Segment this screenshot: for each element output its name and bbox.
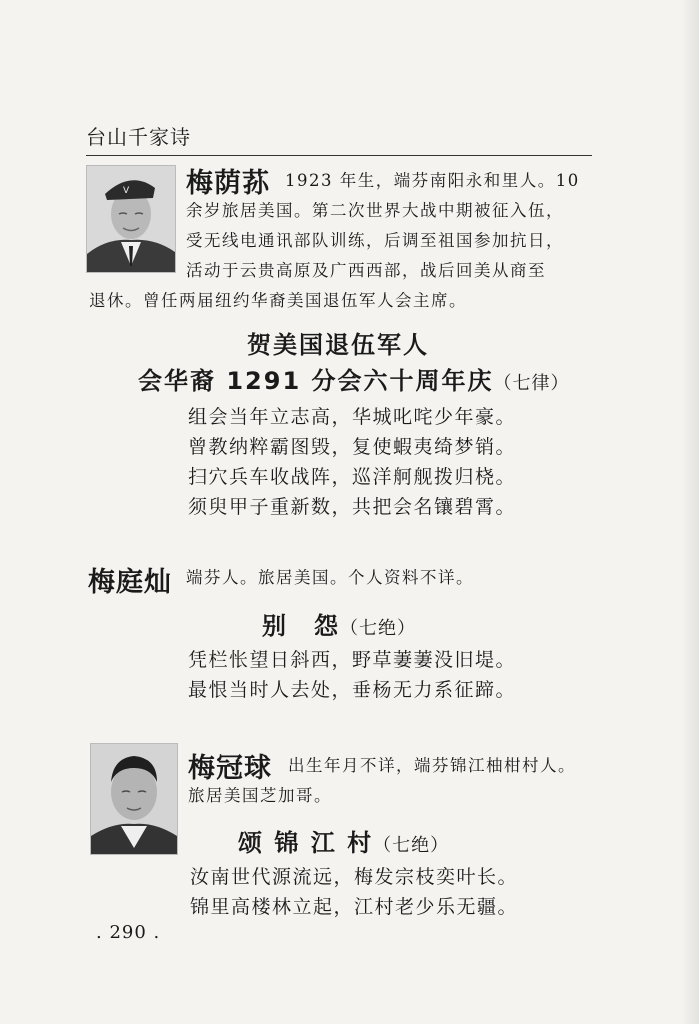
bio-line: 受无线电通讯部队训练，后调至祖国参加抗日， bbox=[186, 231, 564, 250]
poem-line: 须臾甲子重新数，共把会名镶碧霄。 bbox=[188, 496, 517, 518]
poem-title-line bbox=[262, 606, 416, 641]
poem-form: （七绝） bbox=[373, 835, 450, 856]
poem-title-line bbox=[138, 361, 570, 396]
poem-form: （七绝） bbox=[340, 618, 416, 639]
poem-title-text: 颂 锦 江 村 bbox=[238, 829, 374, 857]
page-gutter-shadow bbox=[681, 0, 699, 1024]
bio-line: 退休。曾任两届纽约华裔美国退伍军人会主席。 bbox=[89, 291, 467, 310]
poem-line: 扫穴兵车收战阵，巡洋舸舰拨归桡。 bbox=[188, 466, 517, 488]
poem-form: （七律） bbox=[493, 373, 570, 394]
portrait-photo-mei-yinsun bbox=[86, 165, 176, 273]
poem-title-text: 别 怨 bbox=[262, 612, 340, 640]
person-name: 梅庭灿 bbox=[88, 567, 172, 598]
bio-line: 旅居美国芝加哥。 bbox=[188, 786, 332, 805]
person-name: 梅荫荪 bbox=[186, 168, 270, 199]
veteran-portrait-icon bbox=[87, 166, 175, 272]
poem-title-text: 会华裔 1291 分会六十周年庆 bbox=[138, 367, 494, 395]
page-number: . 290 . bbox=[96, 922, 161, 943]
bio-line: 1923 年生，端芬南阳永和里人。10 bbox=[285, 171, 580, 190]
bio-line: 端芬人。旅居美国。个人资料不详。 bbox=[186, 568, 474, 587]
poem-line: 汝南世代源流远，梅发宗枝奕叶长。 bbox=[190, 866, 519, 888]
bio-line: 余岁旅居美国。第二次世界大战中期被征入伍， bbox=[186, 201, 564, 220]
poem-line: 凭栏怅望日斜西，野草萋萋没旧堤。 bbox=[188, 649, 517, 671]
poem-line: 最恨当时人去处，垂杨无力系征蹄。 bbox=[188, 679, 517, 701]
poem-title-line: 贺美国退伍军人 bbox=[247, 331, 429, 359]
person-name: 梅冠球 bbox=[188, 753, 272, 784]
portrait-photo-mei-guanqiu bbox=[90, 743, 178, 855]
poem-line: 锦里高楼林立起，江村老少乐无疆。 bbox=[190, 896, 519, 918]
bio-line: 活动于云贵高原及广西西部，战后回美从商至 bbox=[186, 261, 546, 280]
poem-title-line bbox=[238, 823, 449, 858]
bio-line: 出生年月不详，端芬锦江柚柑村人。 bbox=[288, 756, 576, 775]
running-header: 台山千家诗 bbox=[86, 121, 592, 156]
poem-line: 曾教纳粹霸图毁，复使蝦夷绮梦销。 bbox=[188, 436, 517, 458]
poem-body bbox=[190, 862, 518, 922]
svg-text:V: V bbox=[123, 186, 130, 196]
poem-line: 组会当年立志高，华城叱咤少年豪。 bbox=[188, 406, 517, 428]
poem-body bbox=[188, 645, 516, 705]
poem-body bbox=[188, 402, 516, 522]
man-portrait-icon bbox=[91, 744, 177, 854]
